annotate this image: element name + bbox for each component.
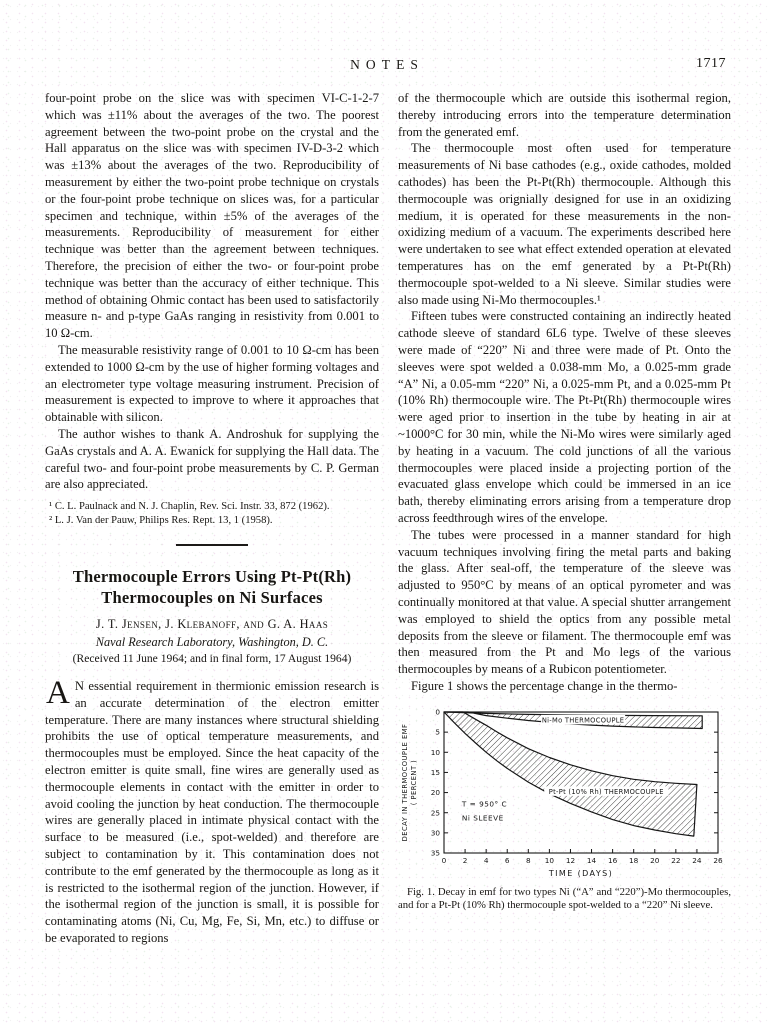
x-tick-label: 6: [504, 855, 510, 865]
series-label: Pt-Pt (10% Rh) THERMOCOUPLE: [548, 787, 664, 796]
paragraph: Fifteen tubes were constructed containing an indirectly heated cathode sleeve of standard 6L6 type. Twelve of these sleeves were made of “220” Ni and three were made of Pt. Onto the sleeves were spot welded a 0.038-mm Mo, a 0.025-mm grade “A” Ni, a 0.05-mm “220” Ni, a 0.025-mm Pt, and a 0.025-mm Pt (10% Rh) thermocouple wire. The Pt-Pt(Rh) thermocouple wires were aged prior to insertion in the tube by heating in air at ~1000°C for 30 min, while the Ni-Mo wires were similarly aged by heating in a vacuum. The cold junctions of all the various thermocouples were placed inside a projecting portion of the evacuated glass envelope which could be immersed in an ice bath, thereby eliminating errors arising from a temperature drop across feedthrough wires of the envelope.: [398, 309, 731, 525]
figure-1: [398, 703, 731, 913]
series-label: Ni-Mo THERMOCOUPLE: [541, 715, 625, 724]
chart-annotation: T = 950° C: [461, 799, 508, 809]
figure-caption: Fig. 1. Decay in emf for two types Ni (“A” and “220”)-Mo thermocouples, and for a Pt-Pt (10% Rh) thermocouple spot-welded to a “220” Ni sleeve.: [398, 885, 731, 912]
paragraph: of the thermocouple which are outside this isothermal region, thereby introducing errors into the temperature determination from the generated emf.: [398, 91, 731, 139]
page-number: 1717: [696, 56, 726, 71]
left-column: [45, 90, 379, 947]
article-title-line2: Thermocouples on Ni Surfaces: [101, 587, 323, 607]
paragraph: [45, 674, 379, 947]
x-tick-label: 2: [462, 855, 468, 865]
y-axis-label-line1: DECAY IN THERMOCOUPLE EMF: [401, 723, 409, 842]
paragraph: The tubes were processed in a manner standard for high vacuum techniques involving firing the metal parts and baking the glass. After seal-off, the temperature of the sleeve was adjusted to 950°C by means of an optical pyrometer and was continually monitored at that value. A special shutter arrangement was employed to shield the optics from any possible metal deposits from the sleeve or filament. The thermocouple emf was then measured from the Pt and Mo legs of the various thermocouples by means of a Rubicon potentiometer.: [398, 527, 731, 677]
x-tick-label: 22: [671, 855, 681, 865]
x-tick-label: 14: [586, 855, 597, 865]
authors: J. T. Jensen, J. Klebanoff, and G. A. Haas: [95, 616, 329, 631]
x-tick-label: 10: [544, 855, 555, 865]
x-tick-label: 24: [692, 855, 702, 865]
received-dates: (Received 11 June 1964; and in final form, 17 August 1964): [72, 651, 352, 665]
article-title-line1: Thermocouple Errors Using Pt-Pt(Rh): [72, 566, 352, 586]
x-tick-label: 4: [483, 855, 489, 865]
x-tick-label: 18: [629, 855, 639, 865]
y-tick-label: 10: [430, 747, 440, 757]
y-tick-label: 20: [430, 787, 440, 797]
footnote: ¹ C. L. Paulnack and N. J. Chaplin, Rev. Sci. Instr. 33, 872 (1962).: [49, 501, 330, 513]
page-header-title: NOTES: [350, 57, 424, 72]
decay-emf-chart: [398, 703, 731, 881]
y-axis-label-line2: ( PERCENT ): [410, 759, 418, 805]
section-divider: [176, 544, 248, 546]
x-tick-label: 16: [607, 855, 618, 865]
paragraph: four-point probe on the slice was with specimen VI-C-1-2-7 which was ±11% about the averages of the two. The poorest agreement between the two-point probe on the crystal and the Hall apparatus on the slice was with specimen IV-D-3-2 which was ±13% about the averages of the two. Reproducibility of measurement by either the two-point probe technique on crystals or the four-point probe technique on slices was, for a particular specimen and technique, within ±5% of the averages of the measurements. Reproducibility of measurement for either technique was better than the agreement between techniques. Therefore, the precision of either the two- or four-point probe technique was better than the accuracy of either technique. This method of obtaining Ohmic contact has been used to satisfactorily measure n- and p-type GaAs ranging in resistivity from 0.001 to 10 Ω-cm.: [45, 91, 379, 341]
article-title: [45, 566, 379, 608]
opening-text: N essential requirement in thermionic emission research is an accurate determination of the electron emitter temperature. There are many instances where structural shielding prohibits the use of optical temperature measurements, and thermocouples must be employed. Since the heat capacity of the electron emitter is quite small, fine wires are generally used as thermocouple elements in contact with the emitter in order to avoid cooling the junction by heat conduction. The thermocouple wires are generally placed in intimate physical contact with the surface to be measured (i.e., spot-welded) and therefore are subject to contamination by it. This contamination does not contribute to the emf generated by the thermocouple as long as it is restricted to the isothermal region of the junction. However, if the isothermal region of the junction is small, it is possible for contaminating atoms (Ni, Cu, Mg, Fe, Si, Mn, etc.) to diffuse or be evaporated to regions: [45, 678, 379, 945]
x-tick-label: 8: [525, 855, 531, 865]
y-tick-label: 30: [430, 828, 440, 838]
y-tick-label: 5: [435, 727, 440, 737]
dropcap: A: [46, 674, 70, 711]
x-axis-label: TIME (DAYS): [548, 868, 614, 878]
y-tick-label: 0: [435, 707, 440, 717]
x-tick-label: 20: [650, 855, 660, 865]
chart-annotation: Ni SLEEVE: [461, 813, 504, 823]
x-tick-label: 12: [565, 855, 576, 865]
x-tick-label: 0: [441, 855, 447, 865]
affiliation: Naval Research Laboratory, Washington, D. C.: [95, 634, 329, 649]
paragraph: The measurable resistivity range of 0.001 to 10 Ω-cm has been extended to 1000 Ω-cm by the use of higher forming voltages and an electrometer type voltage measuring instrument. Precision of measurement is expected to improve to where it approaches that obtainable with silicon.: [45, 342, 379, 425]
y-tick-label: 25: [430, 808, 440, 818]
right-column: [398, 90, 731, 913]
y-tick-label: 15: [430, 767, 440, 777]
footnote: ² L. J. Van der Pauw, Philips Res. Rept. 13, 1 (1958).: [49, 514, 273, 526]
paragraph: The author wishes to thank A. Androshuk for supplying the GaAs crystals and A. A. Ewanick for supplying the Hall data. The careful two- and four-point probe measurements by C. P. German are also appreciated.: [45, 426, 379, 492]
decay-emf-plot: [398, 703, 732, 881]
x-tick-label: 26: [713, 855, 723, 865]
footnotes: [45, 500, 379, 527]
paragraph: The thermocouple most often used for temperature measurements of Ni base cathodes (e.g., oxide cathodes, molded cathodes) has been the Pt-Pt(Rh) thermocouple. Although this thermocouple was orignially designed for use in an oxidizing medium, it is operated for these measurements in the non-oxidizing medium of a vacuum. The experiments described here were undertaken to see what effect extended operation at elevated temperatures has on the emf generated by a Pt-Pt(Rh) thermocouple spot-welded to a Ni sleeve. Similar studies were also made using Ni-Mo thermocouples.¹: [398, 141, 731, 307]
y-tick-label: 35: [430, 848, 440, 858]
paragraph: Figure 1 shows the percentage change in the thermo-: [411, 678, 678, 693]
